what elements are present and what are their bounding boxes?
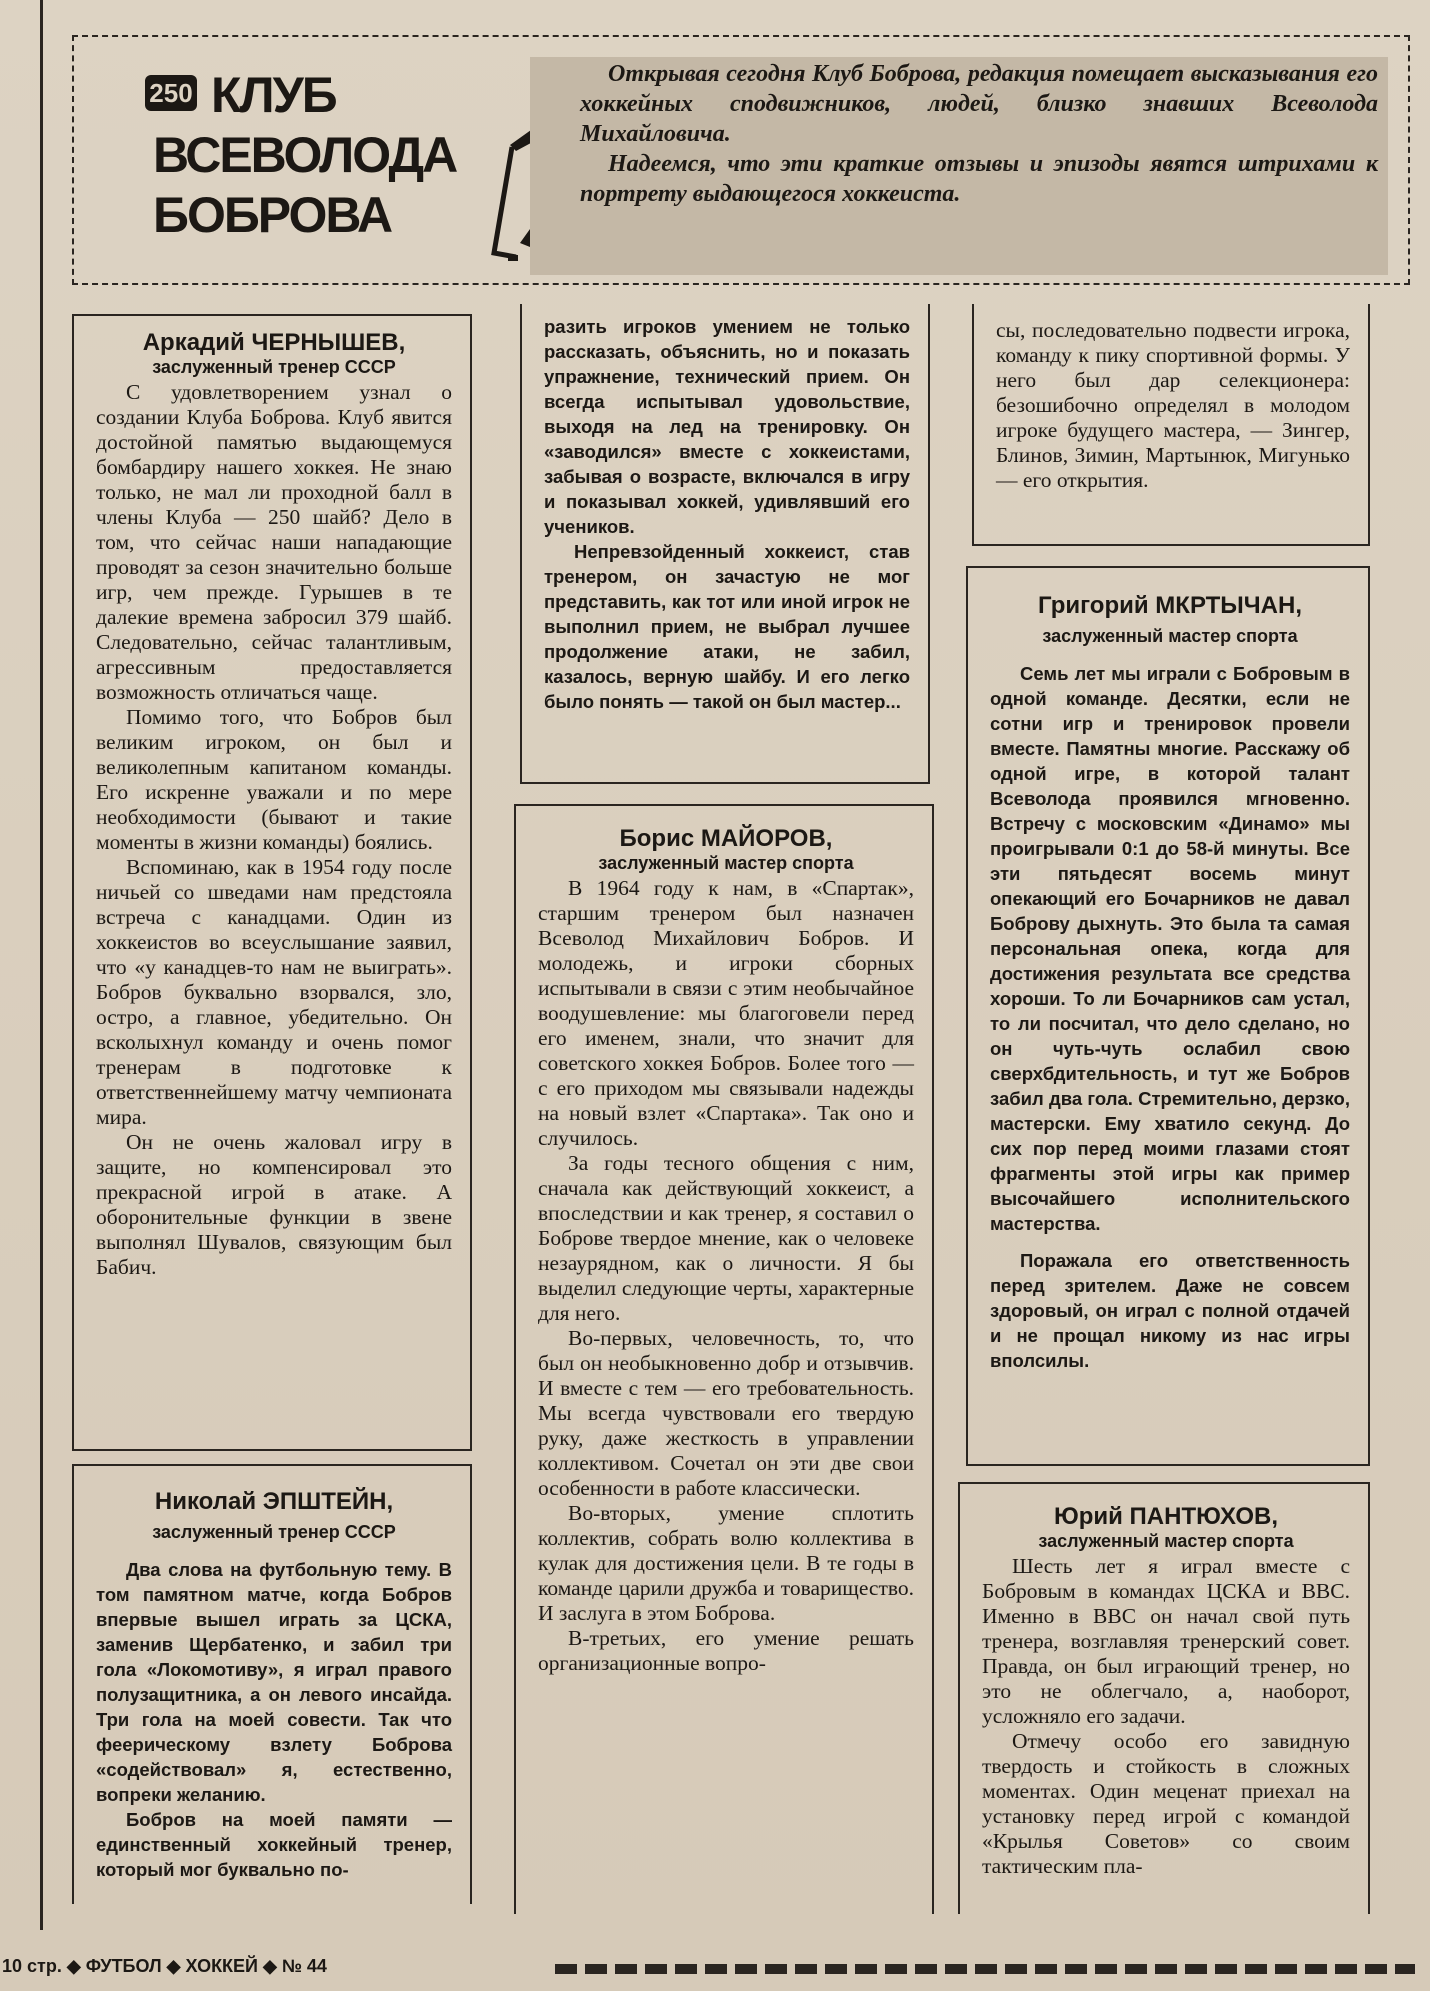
club-title-line-1: КЛУБ (211, 67, 336, 123)
left-rule (40, 0, 43, 1930)
footer-rule (555, 1964, 1415, 1974)
author-role: заслуженный тренер СССР (152, 357, 396, 377)
paragraph: Во-вторых, умение сплотить коллектив, собрать волю коллектива в кулак для достижения цели. В те годы в команде царили дружба и товарищество. И заслуга в этом Боброва. (538, 1501, 914, 1625)
intro-paragraph-2: Надеемся, что эти краткие отзывы и эпизоды явятся штрихами к портрету выдающегося хоккеиста. (580, 151, 1378, 207)
author-role: заслуженный тренер СССР (152, 1522, 396, 1542)
article-mayorov (524, 826, 928, 1676)
paragraph: Бобров на моей памяти — единственный хоккейный тренер, который мог буквально по- (96, 1809, 452, 1880)
paragraph: Семь лет мы играли с Бобровым в одной команде. Десятки, если не сотни игр и тренировок провели вместе. Памятны многие. Расскажу об одной игре, в которой талант Всеволода проявился мгновенно. Встречу с московским «Динамо» мы проигрывали 0:1 до 58-й минуты. Все эти пятьдесят восемь минут опекающий его Бочарников не давал Боброву дыхнуть. Это была та самая персональная опека, когда для достижения результата все средства хороши. То ли Бочарников сам устал, то ли посчитал, что дело сделано, но он чуть-чуть ослабил свою сверхбдительность, и тут же Бобров забил два гола. Стремительно, дерзко, мастерски. Ему хватило секунд. До сих пор перед моими глазами стоят фрагменты этой игры как пример высочайшего исполнительского мастерства. (990, 663, 1350, 1234)
article-epshtein (82, 1488, 466, 1882)
paragraph: С удовлетворением узнал о создании Клуба Боброва. Клуб явится достойной памятью выдающемуся бомбардиру нашего хоккея. Не знаю только, не мал ли проходной балл в члены Клуба — 250 шайб? Дело в том, что сейчас наши нападающие проводят за сезон значительно больше игр, чем прежде. Гурышев в те далекие времена забросил 379 шайб. Следовательно, сейчас талантливым, агрессивным предоставляется возможность отличаться чаще. (96, 380, 452, 704)
paragraph: Он не очень жаловал игру в защите, но компенсировал это прекрасной игрой в атаке. А оборонительные функции в звене выполнял Шувалов, связующим был Бабич. (96, 1130, 452, 1279)
paragraph: Вспоминаю, как в 1954 году после ничьей со шведами нам предстояла встреча с канадцами. Один из хоккеистов во всеуслышание заявил, что «у канадцев-то нам не выиграть». Бобров буквально взорвался, зло, остро, а главное, убедительно. Он всколыхнул команду и очень помог тренерам в подготовке к ответственнейшему матчу чемпионата мира. (96, 855, 452, 1129)
paragraph: Непревзойденный хоккеист, став тренером, он зачастую не мог представить, как тот или иной игрок не выполнил прием, не выбрал лучшее продолжение атаки, не забил, казалось, верную шайбу. И его легко было понять — такой он был мастер... (544, 541, 910, 712)
paragraph: В 1964 году к нам, в «Спартак», старшим тренером был назначен Всеволод Михайлович Бобров. И молодежь, и игроки сборных испытывали в связи с этим необычайное воодушевление: мы благоговели перед его именем, знали, что значит для советского хоккея Бобров. Более того — с его приходом мы связывали надежды на новый взлет «Спартака». Так оно и случилось. (538, 876, 914, 1150)
author-name: Аркадий ЧЕРНЫШЕВ, (142, 329, 406, 356)
club-title-line-3: БОБРОВА (153, 187, 392, 243)
paragraph: Помимо того, что Бобров был великим игроком, он был и великолепным капитаном команды. Его искренне уважали и по мере необходимости (бывают и такие моменты в жизни команды) боялись. (96, 705, 452, 854)
author-name: Борис МАЙОРОВ, (619, 825, 833, 852)
author-role: заслуженный мастер спорта (598, 853, 854, 873)
badge-number: 250 (145, 75, 197, 111)
paragraph: Отмечу особо его завидную твердость и стойкость в сложных моментах. Один меценат приехал на установку перед игрой с командой «Крылья Советов» со своим тактическим пла- (982, 1729, 1350, 1878)
article-pantyukhov (968, 1504, 1364, 1879)
paragraph: Поражала его ответственность перед зрителем. Даже не совсем здоровый, он играл с полной отдачей и не прощал никому из нас игры вполсилы. (990, 1250, 1350, 1371)
article-chernyshev (82, 330, 466, 1280)
article-mayorov-continued (982, 318, 1364, 493)
club-title (153, 65, 456, 245)
paragraph: разить игроков умением не только рассказать, объяснить, но и показать упражнение, технический прием. Он всегда испытывал удовольствие, выходя на лед на тренировку. Он «заводился» вместе с хоккеистами, забывая о возрасте, включался в игру и показывал хоккей, удивлявший его учеников. (544, 316, 910, 537)
paragraph: В-третьих, его умение решать организационные вопро- (538, 1626, 914, 1675)
article-epshtein-continued (530, 314, 924, 714)
article-mkrtychan (976, 592, 1364, 1373)
paragraph: Два слова на футбольную тему. В том памятном матче, когда Бобров впервые вышел играть за ЦСКА, заменив Щербатенко, и забил три гола «Локомотиву», я играл правого полузащитника, а он левого инсайда. Три гола на моей совести. Так что феерическому взлету Боброва «содействовал» я, естественно, вопреки желанию. (96, 1559, 452, 1805)
intro-box (530, 57, 1388, 275)
footer-text: 10 стр. ◆ ФУТБОЛ ◆ ХОККЕЙ ◆ № 44 (2, 1956, 327, 1976)
club-title-line-2: ВСЕВОЛОДА (153, 127, 457, 183)
author-role: заслуженный мастер спорта (1042, 626, 1298, 646)
author-name: Григорий МКРТЫЧАН, (1038, 592, 1302, 619)
intro-paragraph-1: Открывая сегодня Клуб Боброва, редакция помещает высказывания его хоккейных сподвижников, людей, близко знавших Всеволода Михайловича. (580, 61, 1378, 147)
author-name: Николай ЭПШТЕЙН, (154, 1488, 394, 1515)
author-name: Юрий ПАНТЮХОВ, (1053, 1503, 1279, 1530)
club-badge (145, 65, 545, 255)
paragraph: Шесть лет я играл вместе с Бобровым в командах ЦСКА и ВВС. Именно в ВВС он начал свой путь тренера, возглавляя тренерский совет. Правда, он был играющий тренер, но это не облегчало, а, наоборот, усложняло его задачи. (982, 1554, 1350, 1728)
page-footer (0, 1950, 1430, 1991)
paragraph: За годы тесного общения с ним, сначала как действующий хоккеист, а впоследствии и как тренер, я составил о Боброве твердое мнение, как о человеке незаурядном, как о личности. Я бы выделил следующие черты, характерные для него. (538, 1151, 914, 1325)
author-role: заслуженный мастер спорта (1038, 1531, 1294, 1551)
paragraph: сы, последовательно подвести игрока, команду к пику спортивной формы. У него был дар селекционера: безошибочно определял в молодом игроке будущего мастера, — Зингер, Блинов, Зимин, Мартынюк, Мигунько — его открытия. (996, 318, 1350, 492)
paragraph: Во-первых, человечность, то, что был он необыкновенно добр и отзывчив. И вместе с тем — его требовательность. Мы всегда чувствовали его твердую руку, даже жесткость в управлении коллективом. Сочетал он эти две свои особенности в работе классически. (538, 1326, 914, 1500)
